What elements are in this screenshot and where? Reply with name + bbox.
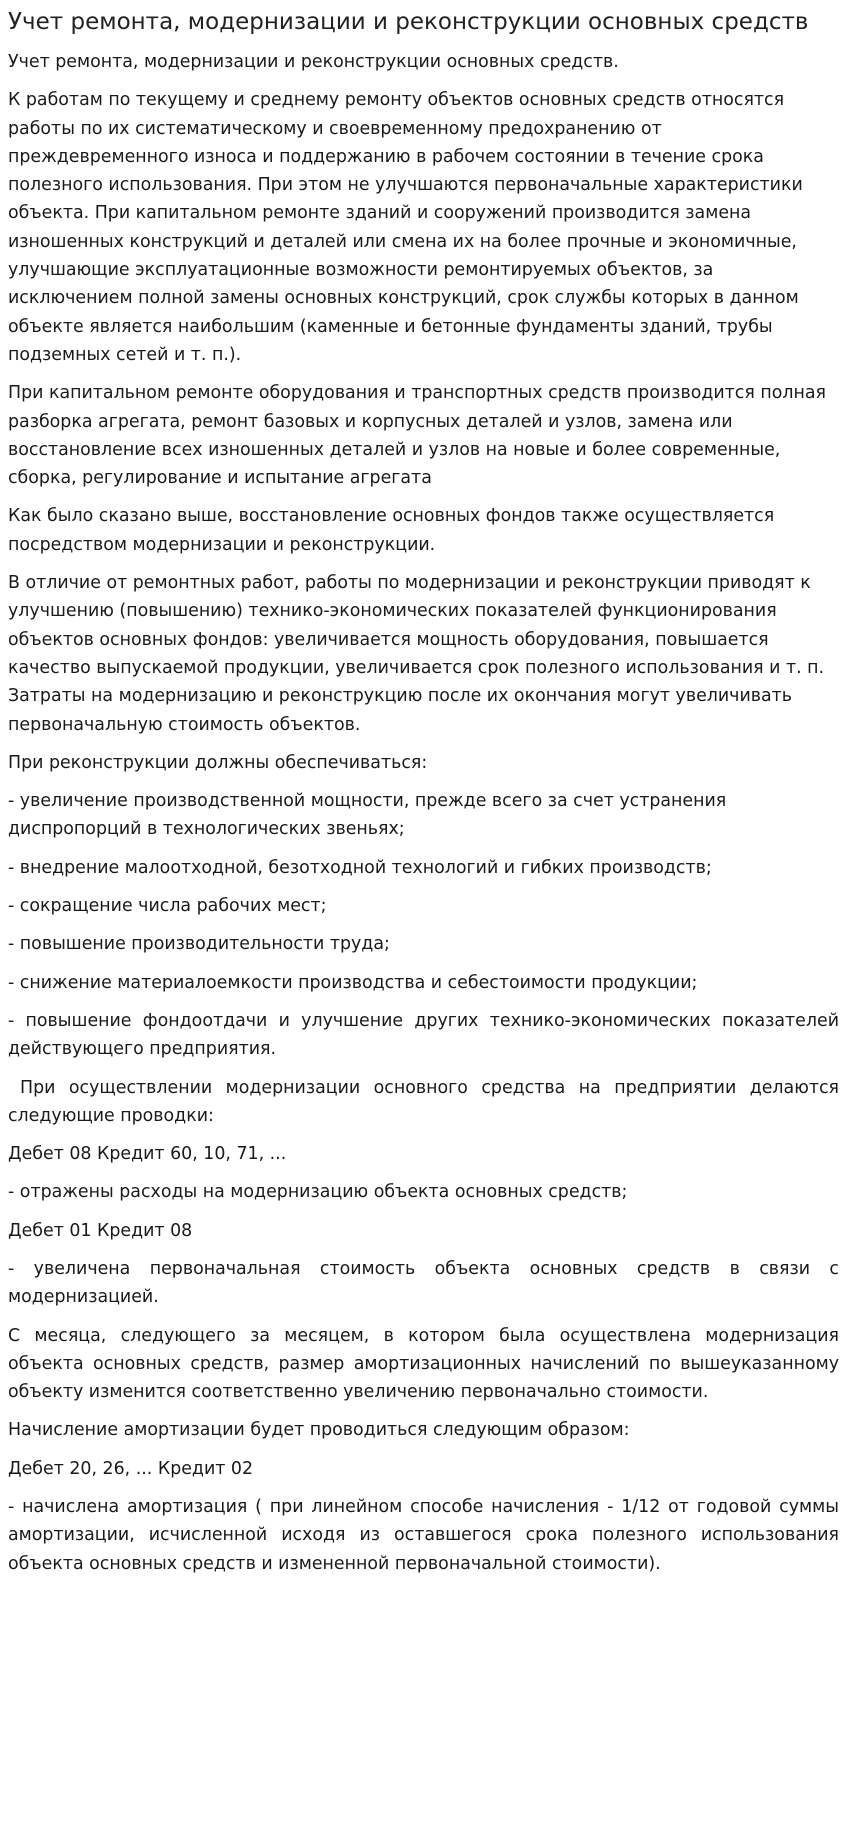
list-item: - сокращение числа рабочих мест; [8,896,327,917]
accounting-entry: Дебет 20, 26, ... Кредит 02 [8,1458,254,1479]
modernization-paragraph: В отличие от ремонтных работ, работы по модернизации и реконструкции приводят к улучшению (повышению) технико-экономических показателей функционирования объектов основных фондов: увеличивается мощность оборудования, повышается качество выпускаемой продукции, увеличивается срок полезного использования и т. п. Затраты на модернизацию и реконструкцию после их окончания могут увеличивать первоначальную стоимость объектов. [8,573,825,735]
equipment-repair-paragraph: При капитальном ремонте оборудования и транспортных средств производится полная разборка агрегата, ремонт базовых и корпусных деталей и узлов, замена или восстановление всех изношенных деталей и узлов на новые и более современные, сборка, регулирование и испытание агрегата [8,383,826,489]
intro-paragraph: Учет ремонта, модернизации и реконструкции основных средств. [8,52,619,72]
restoration-paragraph: Как было сказано выше, восстановление основных фондов также осуществляется посредством модернизации и реконструкции. [8,506,775,555]
list-item: - повышение производительности труда; [8,934,390,955]
list-item: - снижение материалоемкости производства и себестоимости продукции; [8,972,698,993]
entries-intro: При осуществлении модернизации основного средства на предприятии делаются следующие проводки: [8,1077,839,1126]
accounting-entry: Дебет 01 Кредит 08 [8,1220,193,1241]
depreciation-intro: Начисление амортизации будет проводиться следующим образом: [8,1420,630,1441]
page-title: Учет ремонта, модернизации и реконструкции основных средств [8,9,809,35]
repair-definition-paragraph: К работам по текущему и среднему ремонту объектов основных средств относятся работы по их систематическому и своевременному предохранению от преждевременного износа и поддержанию в рабочем состоянии в течение срока полезного использования. При этом не улучшаются первоначальные характеристики объекта. При капитальном ремонте зданий и сооружений производится замена изношенных конструкций и деталей или смена их на более прочные и экономичные, улучшающие эксплуатационные возможности ремонтируемых объектов, за исключением полной замены основных конструкций, срок службы которых в данном объекте является наибольшим (каменные и бетонные фундаменты зданий, трубы подземных сетей и т. п.). [8,90,803,365]
list-item: - повышение фондоотдачи и улучшение других технико-экономических показателей действующего предприятия. [8,1010,839,1060]
accounting-entry: Дебет 08 Кредит 60, 10, 71, ... [8,1144,287,1165]
entry-description: - увеличена первоначальная стоимость объекта основных средств в связи с модернизацией. [8,1258,839,1308]
depreciation-paragraph: С месяца, следующего за месяцем, в котором была осуществлена модернизация объекта основных средств, размер амортизационных начислений по вышеуказанному объекту изменится соответственно увеличению первоначально стоимости. [8,1325,839,1403]
reconstruction-intro: При реконструкции должны обеспечиваться: [8,752,428,773]
entry-description: - начислена амортизация ( при линейном способе начисления - 1/12 от годовой суммы амортизации, исчисленной исходя из оставшегося срока полезного использования объекта основных средств и измененной первоначальной стоимости). [8,1497,839,1574]
list-item: - внедрение малоотходной, безотходной технологий и гибких производств; [8,857,712,878]
entry-description: - отражены расходы на модернизацию объекта основных средств; [8,1182,628,1203]
list-item: - увеличение производственной мощности, прежде всего за счет устранения диспропорций в технологических звеньях; [8,791,727,840]
